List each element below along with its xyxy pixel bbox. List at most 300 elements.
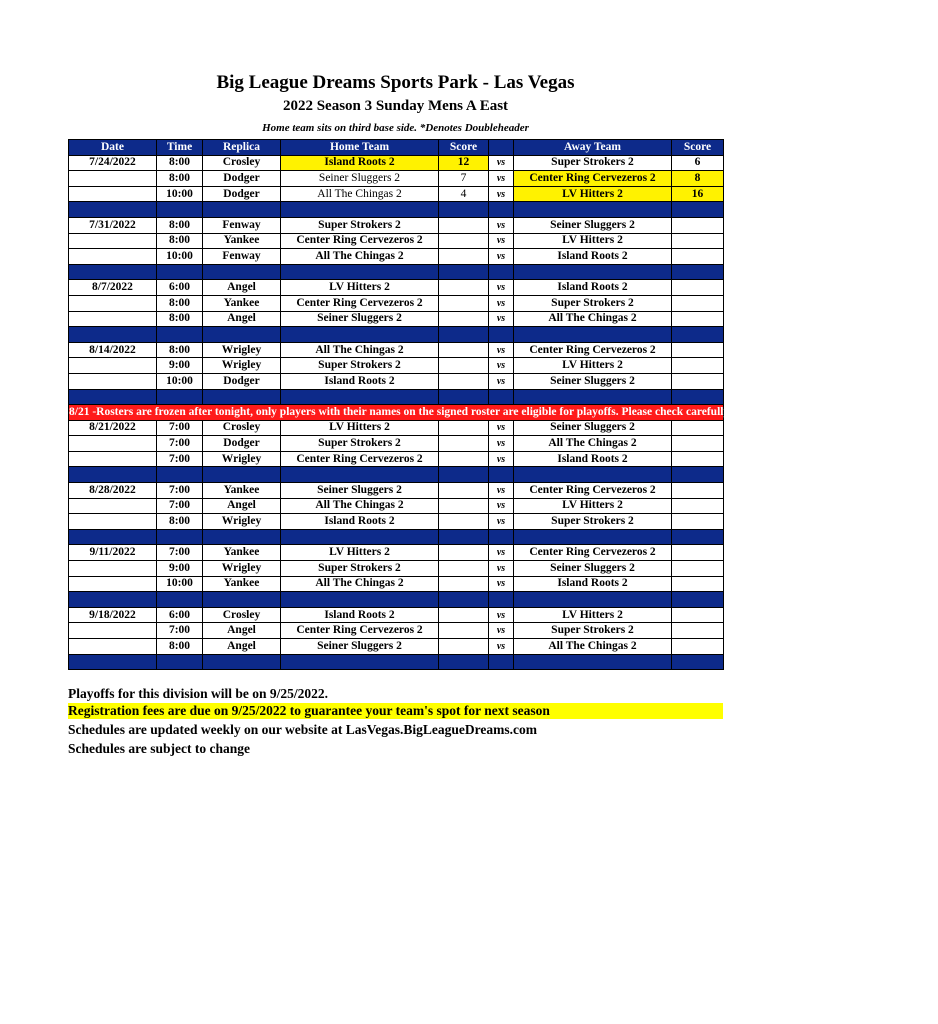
separator-cell [203,389,281,405]
home-score [439,483,489,499]
separator-cell [439,327,489,343]
home-team: Center Ring Cervezeros 2 [281,295,439,311]
game-row [69,373,724,389]
website-notice: Schedules are updated weekly on our website at LasVegas.BigLeagueDreams.com [68,722,538,737]
game-time: 8:00 [157,171,203,187]
separator-cell [157,654,203,670]
home-team: LV Hitters 2 [281,420,439,436]
away-score [672,295,724,311]
home-team: Super Strokers 2 [281,436,439,452]
vs-label: vs [489,545,514,561]
game-date [69,186,157,202]
game-time: 8:00 [157,342,203,358]
home-team: Island Roots 2 [281,514,439,530]
game-replica: Wrigley [203,358,281,374]
game-time: 8:00 [157,233,203,249]
game-row [69,171,724,187]
home-team: Island Roots 2 [281,373,439,389]
separator-cell [514,467,672,483]
game-row [69,451,724,467]
week-separator [69,389,724,405]
game-replica: Yankee [203,483,281,499]
week-separator [69,529,724,545]
away-team: LV Hitters 2 [514,498,672,514]
home-score [439,311,489,327]
game-replica: Wrigley [203,561,281,577]
away-team: Island Roots 2 [514,576,672,592]
game-date [69,373,157,389]
separator-cell [281,202,439,218]
page-title: Big League Dreams Sports Park - Las Vegas [216,72,575,93]
week-separator [69,654,724,670]
column-header-replica: Replica [203,140,281,156]
separator-cell [514,389,672,405]
away-team: Seiner Sluggers 2 [514,420,672,436]
game-row [69,483,724,499]
game-date [69,358,157,374]
away-team: LV Hitters 2 [514,233,672,249]
game-date: 7/31/2022 [69,217,157,233]
home-score [439,358,489,374]
separator-cell [489,529,514,545]
vs-label: vs [489,233,514,249]
registration-fees-notice: Registration fees are due on 9/25/2022 to guarantee your team's spot for next season [68,703,723,719]
home-score: 12 [439,155,489,171]
away-team: Seiner Sluggers 2 [514,561,672,577]
game-time: 7:00 [157,436,203,452]
game-time: 9:00 [157,358,203,374]
away-team: Center Ring Cervezeros 2 [514,545,672,561]
home-team: All The Chingas 2 [281,342,439,358]
home-score [439,420,489,436]
vs-label: vs [489,358,514,374]
away-team: Super Strokers 2 [514,295,672,311]
separator-cell [203,467,281,483]
vs-label: vs [489,295,514,311]
separator-cell [439,389,489,405]
separator-cell [439,654,489,670]
game-row [69,420,724,436]
game-date [69,295,157,311]
away-team: All The Chingas 2 [514,311,672,327]
separator-cell [203,202,281,218]
home-team: LV Hitters 2 [281,545,439,561]
separator-cell [672,389,724,405]
game-replica: Yankee [203,576,281,592]
separator-cell [439,467,489,483]
game-date [69,514,157,530]
game-time: 7:00 [157,623,203,639]
separator-cell [439,202,489,218]
game-date [69,436,157,452]
game-row [69,607,724,623]
separator-cell [203,529,281,545]
separator-cell [157,467,203,483]
home-score [439,561,489,577]
home-score [439,436,489,452]
separator-cell [514,202,672,218]
separator-cell [281,389,439,405]
home-score [439,545,489,561]
game-row [69,623,724,639]
away-score [672,342,724,358]
home-score [439,498,489,514]
away-team: Island Roots 2 [514,280,672,296]
away-team: Seiner Sluggers 2 [514,217,672,233]
separator-cell [514,327,672,343]
vs-label: vs [489,342,514,358]
separator-cell [69,654,157,670]
game-row [69,249,724,265]
separator-cell [672,467,724,483]
game-time: 10:00 [157,249,203,265]
separator-cell [157,264,203,280]
game-time: 7:00 [157,545,203,561]
away-team: Center Ring Cervezeros 2 [514,342,672,358]
separator-cell [69,327,157,343]
separator-cell [203,327,281,343]
away-score [672,280,724,296]
home-team: Super Strokers 2 [281,358,439,374]
away-team: All The Chingas 2 [514,639,672,655]
game-replica: Angel [203,639,281,655]
vs-label: vs [489,217,514,233]
game-row [69,342,724,358]
game-replica: Fenway [203,217,281,233]
game-date: 8/21/2022 [69,420,157,436]
separator-cell [281,654,439,670]
game-replica: Fenway [203,249,281,265]
separator-cell [514,654,672,670]
home-team: All The Chingas 2 [281,576,439,592]
separator-cell [157,327,203,343]
game-date [69,561,157,577]
home-score: 7 [439,171,489,187]
game-time: 6:00 [157,607,203,623]
away-score [672,233,724,249]
away-team: Center Ring Cervezeros 2 [514,483,672,499]
home-score [439,639,489,655]
game-row [69,498,724,514]
week-separator [69,467,724,483]
home-score [439,607,489,623]
home-score [439,342,489,358]
game-row [69,436,724,452]
game-date [69,171,157,187]
game-replica: Wrigley [203,451,281,467]
game-time: 10:00 [157,576,203,592]
game-date: 9/11/2022 [69,545,157,561]
away-score [672,373,724,389]
game-time: 8:00 [157,295,203,311]
vs-label: vs [489,373,514,389]
separator-cell [157,529,203,545]
game-row [69,561,724,577]
game-replica: Yankee [203,295,281,311]
game-replica: Crosley [203,420,281,436]
vs-label: vs [489,171,514,187]
column-header-away-score: Score [672,140,724,156]
away-team: All The Chingas 2 [514,436,672,452]
away-score [672,498,724,514]
vs-label: vs [489,623,514,639]
game-time: 10:00 [157,373,203,389]
vs-label: vs [489,451,514,467]
home-team: Center Ring Cervezeros 2 [281,451,439,467]
separator-cell [514,529,672,545]
separator-cell [69,389,157,405]
column-header-home-score: Score [439,140,489,156]
separator-cell [489,389,514,405]
away-team: Super Strokers 2 [514,514,672,530]
away-score: 6 [672,155,724,171]
game-date [69,639,157,655]
separator-cell [439,264,489,280]
vs-label: vs [489,280,514,296]
home-team: Seiner Sluggers 2 [281,639,439,655]
away-team: Island Roots 2 [514,451,672,467]
separator-cell [281,264,439,280]
game-replica: Wrigley [203,514,281,530]
game-time: 7:00 [157,498,203,514]
away-score [672,451,724,467]
home-team: Super Strokers 2 [281,561,439,577]
separator-cell [489,592,514,608]
home-team: LV Hitters 2 [281,280,439,296]
home-team: Island Roots 2 [281,607,439,623]
column-header-time: Time [157,140,203,156]
separator-cell [69,202,157,218]
separator-cell [281,592,439,608]
home-score [439,280,489,296]
separator-cell [69,592,157,608]
game-time: 8:00 [157,514,203,530]
week-separator [69,592,724,608]
game-time: 10:00 [157,186,203,202]
game-replica: Wrigley [203,342,281,358]
game-date [69,623,157,639]
away-team: Super Strokers 2 [514,155,672,171]
game-replica: Crosley [203,155,281,171]
game-row [69,639,724,655]
separator-cell [489,654,514,670]
vs-label: vs [489,607,514,623]
game-time: 7:00 [157,483,203,499]
game-time: 6:00 [157,280,203,296]
schedule-body [69,155,938,670]
separator-cell [672,202,724,218]
vs-label: vs [489,514,514,530]
separator-cell [672,654,724,670]
separator-cell [281,529,439,545]
game-row [69,155,724,171]
game-replica: Crosley [203,607,281,623]
vs-label: vs [489,420,514,436]
game-replica: Angel [203,623,281,639]
home-score [439,373,489,389]
home-team: Seiner Sluggers 2 [281,171,439,187]
home-score [439,514,489,530]
roster-notice-row [69,405,724,421]
separator-cell [489,264,514,280]
roster-notice: 8/21 -Rosters are frozen after tonight, only players with their names on the signed roster are eligible for playoffs. Please check carefully as changes will not be made for omissions. [69,405,724,421]
vs-label: vs [489,498,514,514]
separator-cell [203,592,281,608]
separator-cell [514,592,672,608]
game-replica: Yankee [203,233,281,249]
game-replica: Angel [203,498,281,514]
vs-label: vs [489,311,514,327]
away-team: Island Roots 2 [514,249,672,265]
game-date: 8/7/2022 [69,280,157,296]
home-team: All The Chingas 2 [281,249,439,265]
header-row [69,140,724,156]
game-date [69,249,157,265]
away-score [672,483,724,499]
column-header-date: Date [69,140,157,156]
away-team: LV Hitters 2 [514,186,672,202]
home-team: Seiner Sluggers 2 [281,483,439,499]
separator-cell [281,327,439,343]
away-score [672,607,724,623]
separator-cell [672,264,724,280]
game-time: 9:00 [157,561,203,577]
vs-label: vs [489,436,514,452]
separator-cell [157,592,203,608]
game-row [69,545,724,561]
separator-cell [514,264,672,280]
vs-label: vs [489,639,514,655]
game-replica: Dodger [203,436,281,452]
away-score: 8 [672,171,724,187]
column-header-away-team: Away Team [514,140,672,156]
vs-label: vs [489,483,514,499]
home-team: Super Strokers 2 [281,217,439,233]
game-row [69,186,724,202]
vs-label: vs [489,249,514,265]
separator-cell [439,592,489,608]
game-row [69,217,724,233]
away-score [672,561,724,577]
home-team: Center Ring Cervezeros 2 [281,623,439,639]
game-row [69,233,724,249]
away-score [672,358,724,374]
schedule-change-notice: Schedules are subject to change [68,741,250,756]
game-time: 8:00 [157,311,203,327]
separator-cell [157,389,203,405]
separator-cell [672,592,724,608]
away-team: LV Hitters 2 [514,358,672,374]
game-date [69,576,157,592]
away-score [672,576,724,592]
game-row [69,576,724,592]
home-score [439,249,489,265]
home-score [439,451,489,467]
game-row [69,311,724,327]
separator-cell [439,529,489,545]
week-separator [69,327,724,343]
game-replica: Yankee [203,545,281,561]
home-team: All The Chingas 2 [281,498,439,514]
game-date [69,498,157,514]
game-date [69,451,157,467]
home-team: Island Roots 2 [281,155,439,171]
game-row [69,358,724,374]
home-team-note: Home team sits on third base side. *Denotes Doubleheader [262,122,529,134]
game-date: 9/18/2022 [69,607,157,623]
game-date: 8/14/2022 [69,342,157,358]
home-score [439,576,489,592]
away-score [672,249,724,265]
column-header-vs [489,140,514,156]
game-time: 8:00 [157,217,203,233]
home-score [439,295,489,311]
game-replica: Angel [203,311,281,327]
column-header-home-team: Home Team [281,140,439,156]
game-time: 7:00 [157,451,203,467]
away-score [672,545,724,561]
page-subtitle: 2022 Season 3 Sunday Mens A East [282,98,509,114]
home-score: 4 [439,186,489,202]
game-time: 7:00 [157,420,203,436]
separator-cell [672,529,724,545]
game-replica: Dodger [203,171,281,187]
home-team: Seiner Sluggers 2 [281,311,439,327]
game-replica: Dodger [203,373,281,389]
schedule-table [68,139,938,670]
home-score [439,623,489,639]
separator-cell [69,467,157,483]
away-score [672,311,724,327]
separator-cell [489,467,514,483]
game-row [69,295,724,311]
separator-cell [203,264,281,280]
separator-cell [489,202,514,218]
week-separator [69,264,724,280]
vs-label: vs [489,155,514,171]
away-score [672,623,724,639]
separator-cell [69,529,157,545]
game-row [69,514,724,530]
away-score [672,639,724,655]
separator-cell [672,327,724,343]
game-replica: Angel [203,280,281,296]
separator-cell [281,467,439,483]
vs-label: vs [489,561,514,577]
away-score [672,217,724,233]
game-date: 8/28/2022 [69,483,157,499]
game-replica: Dodger [203,186,281,202]
game-date: 7/24/2022 [69,155,157,171]
away-team: LV Hitters 2 [514,607,672,623]
away-score [672,436,724,452]
home-score [439,233,489,249]
week-separator [69,202,724,218]
game-date [69,233,157,249]
away-team: Super Strokers 2 [514,623,672,639]
separator-cell [69,264,157,280]
away-team: Center Ring Cervezeros 2 [514,171,672,187]
away-score [672,514,724,530]
game-date [69,311,157,327]
separator-cell [157,202,203,218]
game-row [69,280,724,296]
vs-label: vs [489,576,514,592]
playoffs-notice: Playoffs for this division will be on 9/25/2022. [68,686,329,701]
game-time: 8:00 [157,639,203,655]
vs-label: vs [489,186,514,202]
away-score [672,420,724,436]
